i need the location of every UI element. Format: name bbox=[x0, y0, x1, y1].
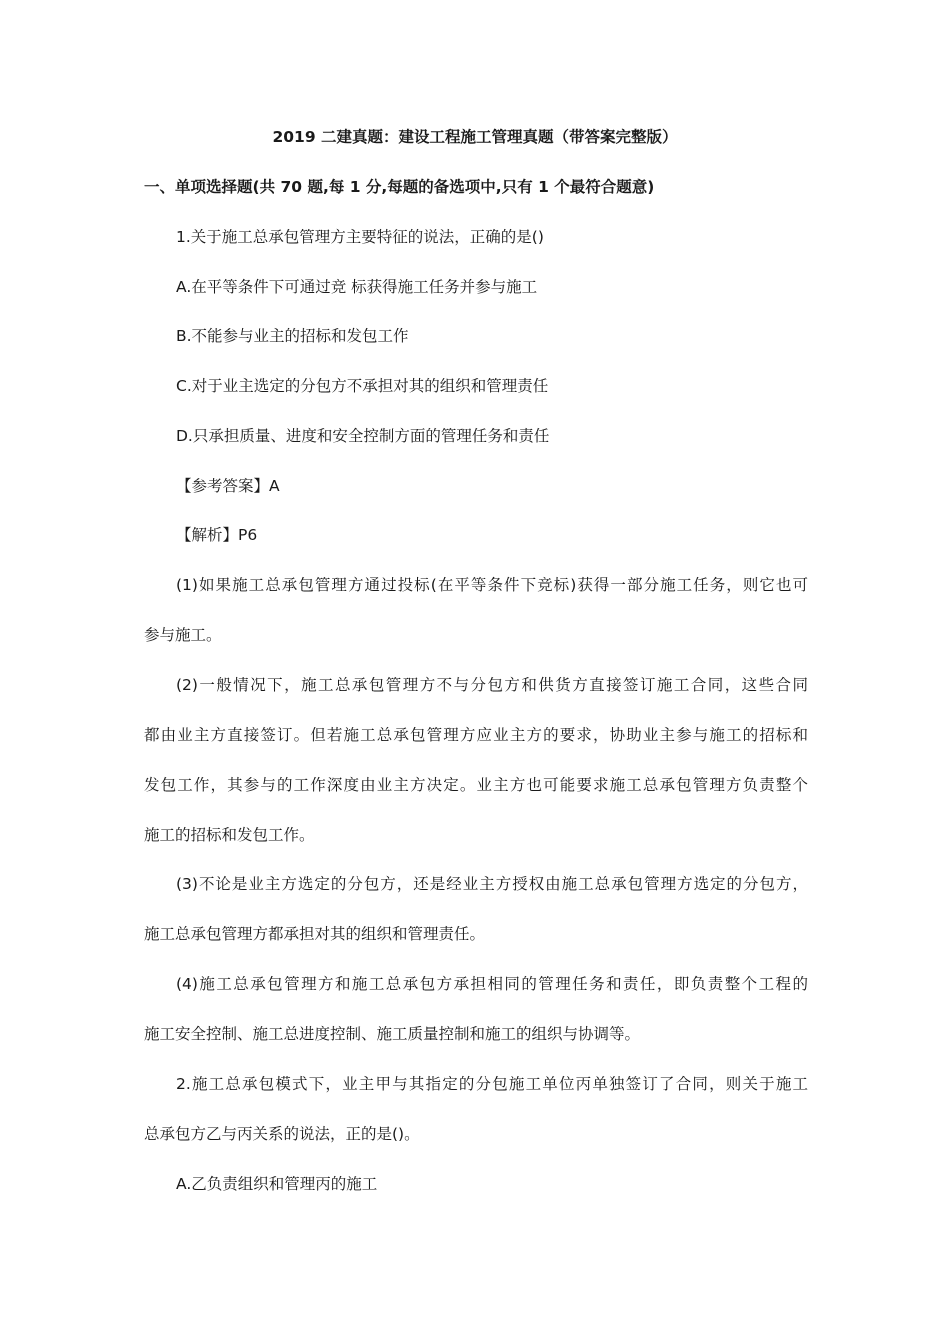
q1-point1-line1: (1)如果施工总承包管理方通过投标(在平等条件下竞标)获得一部分施工任务，则它也可 bbox=[176, 576, 808, 594]
q1-point2-line4: 施工的招标和发包工作。 bbox=[144, 826, 315, 844]
q1-point2-line2: 都由业主方直接签订。但若施工总承包管理方应业主方的要求，协助业主参与施工的招标和 bbox=[144, 726, 808, 744]
q1-stem: 1.关于施工总承包管理方主要特征的说法，正确的是() bbox=[176, 228, 544, 246]
q1-point4-line2: 施工安全控制、施工总进度控制、施工质量控制和施工的组织与协调等。 bbox=[144, 1025, 641, 1043]
document-title: 2019 二建真题：建设工程施工管理真题（带答案完整版） bbox=[272, 128, 678, 146]
q1-option-b: B.不能参与业主的招标和发包工作 bbox=[176, 327, 409, 345]
q1-point3-line2: 施工总承包管理方都承担对其的组织和管理责任。 bbox=[144, 925, 486, 943]
q1-option-a: A.在平等条件下可通过竞 标获得施工任务并参与施工 bbox=[176, 278, 538, 296]
q1-point1-line2: 参与施工。 bbox=[144, 626, 222, 644]
q2-option-a: A.乙负责组织和管理丙的施工 bbox=[176, 1175, 378, 1193]
q1-option-c: C.对于业主选定的分包方不承担对其的组织和管理责任 bbox=[176, 377, 549, 395]
q1-option-d: D.只承担质量、进度和安全控制方面的管理任务和责任 bbox=[176, 427, 550, 445]
q1-answer: 【参考答案】A bbox=[176, 477, 280, 495]
q1-point3-line1: (3)不论是业主方选定的分包方，还是经业主方授权由施工总承包管理方选定的分包方， bbox=[176, 875, 808, 893]
q1-point2-line3: 发包工作，其参与的工作深度由业主方决定。业主方也可能要求施工总承包管理方负责整个 bbox=[144, 776, 808, 794]
q1-analysis-label: 【解析】P6 bbox=[176, 526, 258, 544]
q2-stem-line2: 总承包方乙与丙关系的说法，正的是()。 bbox=[144, 1125, 420, 1143]
q1-point2-line1: (2)一般情况下，施工总承包管理方不与分包方和供货方直接签订施工合同，这些合同 bbox=[176, 676, 808, 694]
section-heading: 一、单项选择题(共 70 题,每 1 分,每题的备选项中,只有 1 个最符合题意) bbox=[144, 178, 655, 196]
q2-stem-line1: 2.施工总承包模式下，业主甲与其指定的分包施工单位丙单独签订了合同，则关于施工 bbox=[176, 1075, 808, 1093]
q1-point4-line1: (4)施工总承包管理方和施工总承包方承担相同的管理任务和责任，即负责整个工程的 bbox=[176, 975, 808, 993]
